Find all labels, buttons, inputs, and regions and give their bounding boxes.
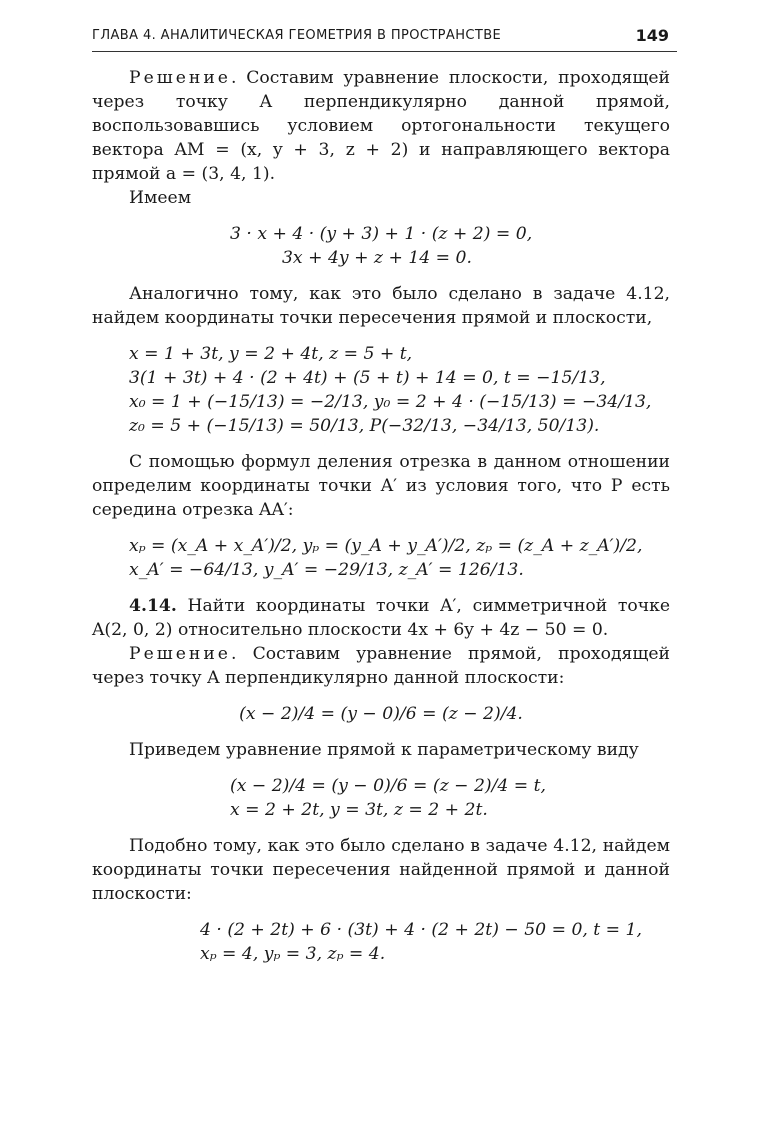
paragraph-division-formulas: С помощью формул деления отрезка в данном отношении определим координаты точки A′ из условия того, что P есть середина отрезка AA′: [92, 452, 670, 520]
page-header [92, 24, 677, 52]
equation-block-3 [92, 534, 670, 582]
paragraph-text: . Составим уравнение плоскости, проходящей через точку A перпендикулярно данной прямой, воспользовавшись условием ортогональности текущего вектора AM = (x, y + 3, z + 2) и направляющего вектора прямой a = (3, 4, 1). [92, 68, 670, 184]
paragraph-similarly: Подобно тому, как это было сделано в задаче 4.12, найдем координаты точки пересечения найденной прямой и данной плоскости: [92, 836, 670, 904]
problem-number: 4.14. [129, 596, 177, 616]
equation-block-5 [92, 774, 670, 822]
equation-line: x_A′ = −64/13, y_A′ = −29/13, z_A′ = 126/13. [129, 560, 524, 580]
equation-line: xₚ = 4, yₚ = 3, zₚ = 4. [200, 944, 386, 964]
equation-line: 4 · (2 + 2t) + 6 · (3t) + 4 · (2 + 2t) − 50 = 0, t = 1, [200, 920, 642, 940]
paragraph-parametric: Приведем уравнение прямой к параметрическому виду [129, 740, 639, 760]
equation-line: 3x + 4y + z + 14 = 0. [282, 248, 472, 268]
header-rule [92, 51, 677, 52]
paragraph-analogously: Аналогично тому, как это было сделано в задаче 4.12, найдем координаты точки пересечения прямой и плоскости, [92, 284, 670, 328]
problem-text: Найти координаты точки A′, симметричной точке A(2, 0, 2) относительно плоскости 4x + 6y + 4z − 50 = 0. [92, 596, 670, 640]
equation-line: (x − 2)/4 = (y − 0)/6 = (z − 2)/4 = t, [230, 776, 547, 796]
running-title: ГЛАВА 4. АНАЛИТИЧЕСКАЯ ГЕОМЕТРИЯ В ПРОСТРАНСТВЕ [92, 28, 502, 43]
equation-line: 3 · x + 4 · (y + 3) + 1 · (z + 2) = 0, [230, 224, 533, 244]
equation-line: 3(1 + 3t) + 4 · (2 + 4t) + (5 + t) + 14 = 0, t = −15/13, [129, 368, 606, 388]
solution-label: Решение [129, 68, 231, 88]
equation-line: x₀ = 1 + (−15/13) = −2/13, y₀ = 2 + 4 · (−15/13) = −34/13, [129, 392, 652, 412]
equation-line: x = 2 + 2t, y = 3t, z = 2 + 2t. [230, 800, 488, 820]
equation-block-6 [92, 918, 670, 966]
equation-block-2 [92, 342, 670, 438]
equation-line: xₚ = (x_A + x_A′)/2, yₚ = (y_A + y_A′)/2, zₚ = (z_A + z_A′)/2, [129, 536, 643, 556]
paragraph-text: . Составим уравнение прямой, проходящей через точку A перпендикулярно данной плоскости: [92, 644, 670, 688]
paragraph-we-have: Имеем [129, 188, 192, 208]
paragraph-solution-2 [92, 642, 670, 690]
page-number: 149 [635, 26, 669, 45]
equation-block-1 [92, 222, 670, 270]
paragraph-solution-1 [92, 66, 670, 186]
solution-label: Решение [129, 644, 231, 664]
equation-line: x = 1 + 3t, y = 2 + 4t, z = 5 + t, [129, 344, 413, 364]
problem-4-14 [92, 594, 670, 642]
equation-line: z₀ = 5 + (−15/13) = 50/13, P(−32/13, −34/13, 50/13). [129, 416, 600, 436]
page-body [92, 66, 670, 966]
equation-line: (x − 2)/4 = (y − 0)/6 = (z − 2)/4. [239, 704, 523, 724]
